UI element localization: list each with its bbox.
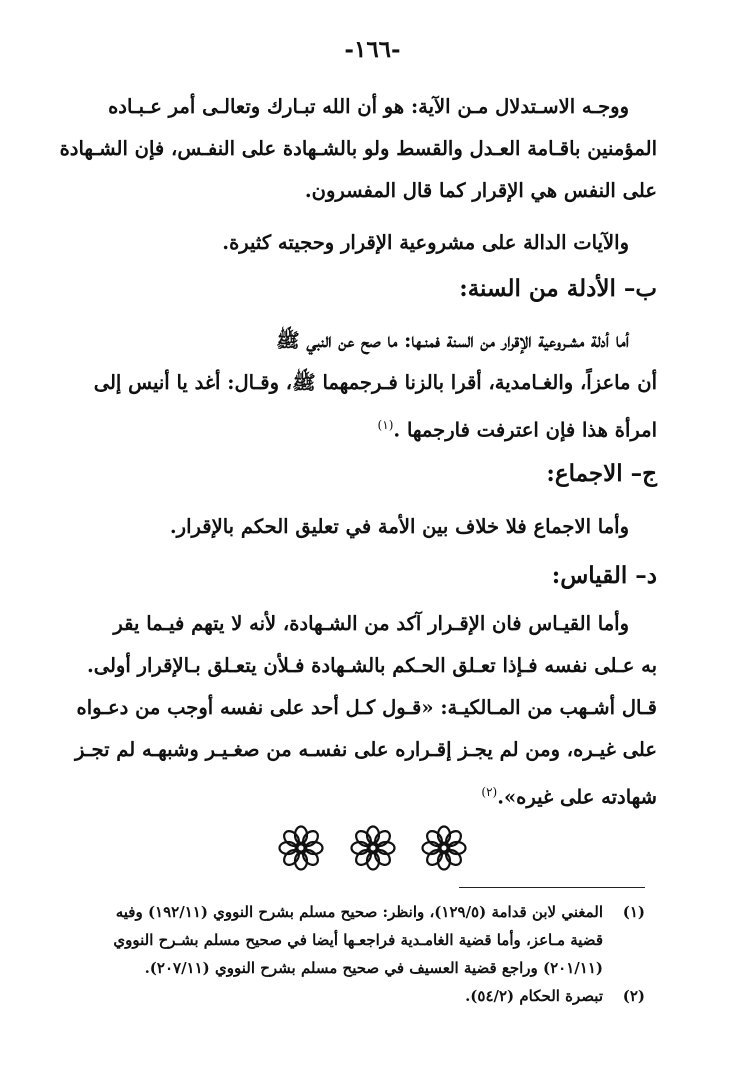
- paragraph-verse-inference: [59, 86, 657, 212]
- flower-ornament-icon: [278, 825, 324, 871]
- footnote-1-line: [100, 898, 645, 926]
- flower-ornament-icon: [350, 825, 396, 871]
- text-line: وأما القيـاس فان الإقـرار آكد من الشـهادة، لأنه لا يتهم فيـما يقر: [113, 612, 629, 635]
- footnotes: [100, 898, 645, 1010]
- footnote-1-line: (٢٠١/١١) وراجع قضية العسيف في صحيح مسلم بشرح النووي (٢٠٧/١١).: [144, 959, 603, 977]
- footnote-text: المغني لابن قدامة (١٢٩/٥)، وانظر: صحيح مسلم بشرح النووي (١٩٢/١١) وفيه: [115, 903, 603, 921]
- text-line-content: امرأة هذا فإن اعترفت فارجمها .: [393, 418, 657, 442]
- text-line: على غيـره، ومن لم يجـز إقـراره على نفسـه من صغـيـر وشبهـه لم تجـز: [75, 738, 657, 761]
- footnote-separator: [459, 887, 645, 888]
- footnote-label: (٢): [622, 987, 645, 1005]
- text-line: والآيات الدالة على مشروعية الإقرار وحجيته كثيرة.: [222, 231, 629, 254]
- text-line: ووجـه الاسـتدلال مـن الآية: هو أن الله تبـارك وتعالـى أمر عـبـاده: [108, 95, 629, 118]
- text-line: قـال أشـهب من المـالكيـة: «قـول كـل أحد على نفسه أوجب من دعـواه: [76, 696, 657, 719]
- text-line: وأما الاجماع فلا خلاف بين الأمة في تعليق الحكم بالإقرار.: [169, 515, 629, 538]
- footnote-reference[interactable]: (١): [377, 418, 394, 432]
- flower-ornament-icon: [421, 825, 467, 871]
- text-line: أن ماعزاً، والغـامدية، أقرا بالزنا فـرجمهما ﷺ، وقـال: أغد يا أنيس إلى: [93, 371, 657, 394]
- heading-consensus: ج– الاجماع:: [546, 460, 657, 487]
- footnote-text: تبصرة الحكام (٥٤/٢).: [465, 987, 603, 1005]
- text-line: المؤمنين باقـامة العـدل والقسط ولو بالشـهادة على النفـس، فإن الشـهادة: [59, 137, 657, 160]
- footnote-2-line: [100, 982, 645, 1010]
- section-divider-ornaments: [0, 825, 745, 875]
- footnote-reference[interactable]: (٢): [481, 785, 498, 799]
- text-line: على النفس هي الإقرار كما قال المفسرون.: [304, 179, 657, 202]
- text-line: [92, 771, 657, 819]
- paragraph-sunnah: [92, 320, 657, 452]
- text-line: أما أدلة مشـروعية الإقرار من السنة فمنـها: ما صح عن النبي ﷺ: [276, 329, 629, 352]
- heading-analogy: د– القياس:: [551, 562, 657, 589]
- paragraph-analogy: [75, 603, 657, 819]
- paragraph-consensus: [92, 506, 657, 548]
- paragraph-verses-summary: [92, 222, 657, 264]
- page-number: -١٦٦-: [344, 36, 401, 63]
- footnote-label: (١): [622, 903, 645, 921]
- text-line: به عـلى نفسه فـإذا تعـلق الحـكم بالشـهادة فـلأن يتعـلق بـالإقرار أولى.: [86, 654, 657, 677]
- text-line-content: شهادته على غيره».: [497, 785, 657, 809]
- footnote-1-line: قضية مـاعز، وأما قضية الغامـدية فراجعـها أيضا في صحيح مسلم بشـرح النووي: [113, 931, 603, 949]
- text-line: [92, 404, 657, 452]
- heading-sunnah-evidence: ب– الأدلة من السنة:: [459, 275, 657, 302]
